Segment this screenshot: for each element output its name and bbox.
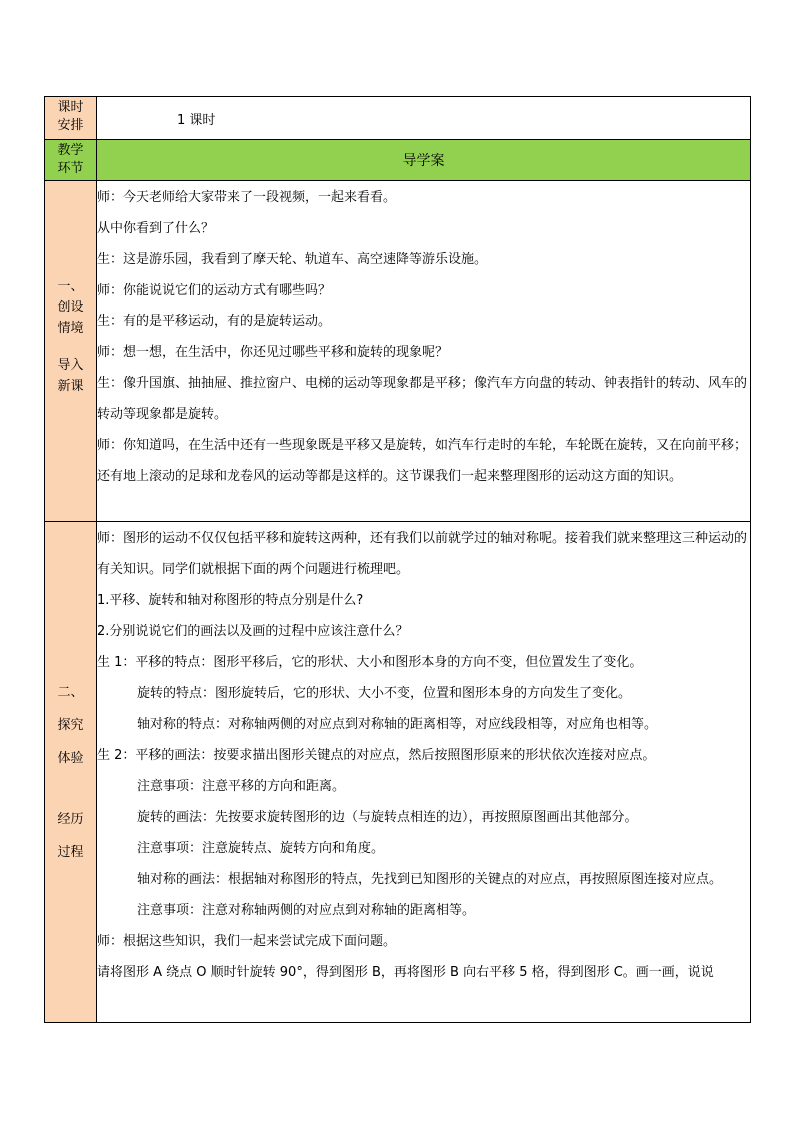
- stage2-label-line-2: 探究: [57, 718, 84, 733]
- stage2-line-9: 旋转的画法：先按要求旋转图形的边（与旋转点相连的边），再按照原图画出其他部分。: [137, 810, 638, 825]
- stage2-label-line-4: 经历: [57, 812, 84, 827]
- stage1-label-line-4: 导入: [57, 358, 84, 373]
- stage2-content: [97, 522, 751, 1023]
- hours-label-line-2: 安排: [57, 118, 84, 133]
- stage2-line-3: 2.分别说说它们的画法以及画的过程中应该注意什么？: [97, 624, 409, 639]
- stage2-label-number: 二、: [57, 685, 84, 700]
- section-label-line-1: 教学: [57, 143, 84, 158]
- hours-label-line-1: 课时: [57, 100, 84, 115]
- stage2-line-1: 师：图形的运动不仅仅包括平移和旋转这两种，还有我们以前就学过的轴对称呢。接着我们就来整理这三种运动的有关知识。同学们就根据下面的两个问题进行梳理吧。: [97, 531, 748, 577]
- stage2-line-14: 请将图形 A 绕点 O 顺时针旋转 90°，得到图形 B，再将图形 B 向右平移 5 格，得到图形 C。画一画，说说: [97, 965, 714, 980]
- stage2-line-4: 生 1：平移的特点：图形平移后，它的形状、大小和图形本身的方向不变，但位置发生了变化。: [97, 655, 643, 670]
- stage1-label-line-5: 新课: [57, 379, 84, 394]
- lesson-plan-table: [44, 96, 751, 1023]
- hours-row: [45, 97, 751, 140]
- stage2-label-cell: [45, 522, 97, 1023]
- stage1-line-6: 师：想一想，在生活中，你还见过哪些平移和旋转的现象呢？: [97, 345, 449, 360]
- stage1-line-3: 生：这是游乐园，我看到了摩天轮、轨道车、高空速降等游乐设施。: [97, 252, 488, 267]
- stage1-line-8: 师：你知道吗，在生活中还有一些现象既是平移又是旋转，如汽车行走时的车轮，车轮既在旋转，又在向前平移；还有地上滚动的足球和龙卷风的运动等都是这样的。这节课我们一起来整理图形的运动这方面的知识。: [97, 438, 748, 484]
- stage2-row: [45, 522, 751, 1023]
- stage2-line-11: 轴对称的画法：根据轴对称图形的特点，先找到已知图形的关键点的对应点，再按照原图连接对应点。: [137, 872, 723, 887]
- stage1-line-4: 师：你能说说它们的运动方式有哪些吗？: [97, 283, 332, 298]
- stage2-label-line-3: 体验: [57, 751, 84, 766]
- stage2-line-2: 1.平移、旋转和轴对称图形的特点分别是什么?: [97, 593, 364, 608]
- header-row: [45, 140, 751, 181]
- stage2-line-12: 注意事项：注意对称轴两侧的对应点到对称轴的距离相等。: [137, 903, 476, 918]
- stage2-line-7: 生 2：平移的画法：按要求描出图形关键点的对应点，然后按照图形原来的形状依次连接对应点。: [97, 748, 656, 763]
- section-label-line-2: 环节: [57, 161, 84, 176]
- stage2-line-10: 注意事项：注意旋转点、旋转方向和角度。: [137, 841, 385, 856]
- stage1-line-2: 从中你看到了什么？: [97, 221, 215, 236]
- hours-label-cell: [45, 97, 97, 140]
- stage1-line-5: 生：有的是平移运动，有的是旋转运动。: [97, 314, 332, 329]
- stage2-line-13: 师：根据这些知识，我们一起来尝试完成下面问题。: [97, 934, 397, 949]
- stage2-line-6: 轴对称的特点：对称轴两侧的对应点到对称轴的距离相等，对应线段相等，对应角也相等。: [137, 717, 658, 732]
- stage1-label-line-2: 创设: [57, 300, 84, 315]
- stage1-line-1: 师：今天老师给大家带来了一段视频，一起来看看。: [97, 190, 397, 205]
- guide-title: 导学案: [97, 140, 751, 181]
- stage1-content: [97, 181, 751, 522]
- stage1-label-number: 一、: [57, 279, 84, 294]
- stage2-line-5: 旋转的特点：图形旋转后，它的形状、大小不变，位置和图形本身的方向发生了变化。: [137, 686, 632, 701]
- stage1-line-7: 生：像升国旗、抽抽屉、推拉窗户、电梯的运动等现象都是平移；像汽车方向盘的转动、钟表指针的转动、风车的转动等现象都是旋转。: [97, 376, 748, 422]
- stage1-label-cell: [45, 181, 97, 522]
- stage2-label-line-5: 过程: [57, 845, 84, 860]
- stage1-row: [45, 181, 751, 522]
- hours-value: 1 课时: [97, 97, 751, 140]
- stage1-label-line-3: 情境: [57, 321, 84, 336]
- stage2-line-8: 注意事项：注意平移的方向和距离。: [137, 779, 346, 794]
- section-label-cell: [45, 140, 97, 181]
